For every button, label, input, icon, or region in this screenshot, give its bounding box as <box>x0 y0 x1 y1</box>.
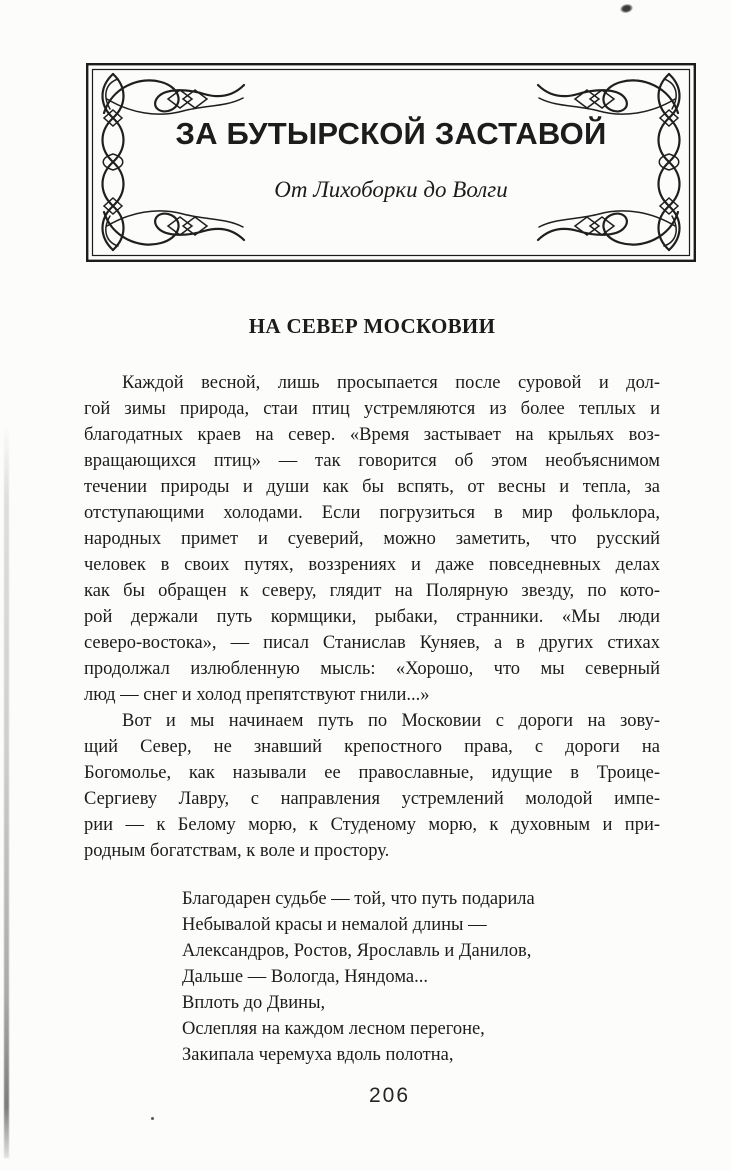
poem-line: Вплоть до Двины, <box>182 993 326 1013</box>
scan-speck-artifact <box>151 1117 154 1120</box>
text-column <box>84 370 660 1068</box>
text-line: Вот и мы начинаем путь по Московии с дороги на зову- <box>122 711 660 731</box>
text-line: человек в своих путях, воззрениях и даже повседневных делах <box>84 555 660 575</box>
text-line: люд — снег и холод препятствуют гнили...» <box>84 685 430 705</box>
paragraph <box>84 370 660 708</box>
text-line: Каждой весной, лишь просыпается после суровой и дол- <box>122 373 660 393</box>
text-line: рии — к Белому морю, к Студеному морю, к духовным и при- <box>84 815 660 835</box>
poem-line: Небывалой красы и немалой длины — <box>182 915 487 935</box>
poem-line: Дальше — Вологда, Няндома... <box>182 967 428 987</box>
poem-block <box>84 886 660 1068</box>
binding-shadow-artifact <box>4 425 9 1158</box>
text-line: течении природы и души как бы вспять, от весны и тепла, за <box>84 477 660 497</box>
text-line: Сергиеву Лавру, с направления устремлений молодой импе- <box>84 789 660 809</box>
text-line: северо-востока», — писал Станислав Куняев, а в других стихах <box>84 633 660 653</box>
paragraph <box>84 708 660 864</box>
text-line: благодатных краев на север. «Время застывает на крыльях воз- <box>84 425 660 445</box>
poem-line: Благодарен судьбе — той, что путь подарила <box>182 889 535 909</box>
text-line: рой держали путь кормщики, рыбаки, странники. «Мы люди <box>84 607 660 627</box>
chapter-heading: НА СЕВЕР МОСКОВИИ <box>248 314 496 338</box>
text-line: отступающими холодами. Если погрузиться в мир фольклора, <box>84 503 660 523</box>
poem-line: Александров, Ростов, Ярославль и Данилов, <box>182 941 532 961</box>
book-title: ЗА БУТЫРСКОЙ ЗАСТАВОЙ <box>175 116 607 151</box>
text-line: родным богатствам, к воле и простору. <box>84 841 390 861</box>
text-line: как бы обращен к северу, глядит на Полярную звезду, по кото- <box>84 581 660 601</box>
text-line: народных примет и суеверий, можно заметить, что русский <box>84 529 660 549</box>
body-paragraphs <box>84 370 660 864</box>
page-number: 206 <box>368 1084 411 1107</box>
text-line: гой зимы природа, стаи птиц устремляются из более теплых и <box>84 399 660 419</box>
poem-line: Закипала черемуха вдоль полотна, <box>182 1045 454 1065</box>
text-line: вращающихся птиц» — так говорится об этом необъяснимом <box>84 451 660 471</box>
text-line: Богомолье, как называли ее православные, идущие в Троице- <box>84 763 660 783</box>
poem-line: Ослепляя на каждом лесном перегоне, <box>182 1019 485 1039</box>
scan-smudge-artifact <box>619 3 634 15</box>
text-line: продолжал излюбленную мысль: «Хорошо, что мы северный <box>84 659 660 679</box>
ornamental-frame <box>86 63 696 262</box>
text-line: щий Север, не знавший крепостного права, с дороги на <box>84 737 660 757</box>
book-subtitle: От Лихоборки до Волги <box>274 177 508 202</box>
